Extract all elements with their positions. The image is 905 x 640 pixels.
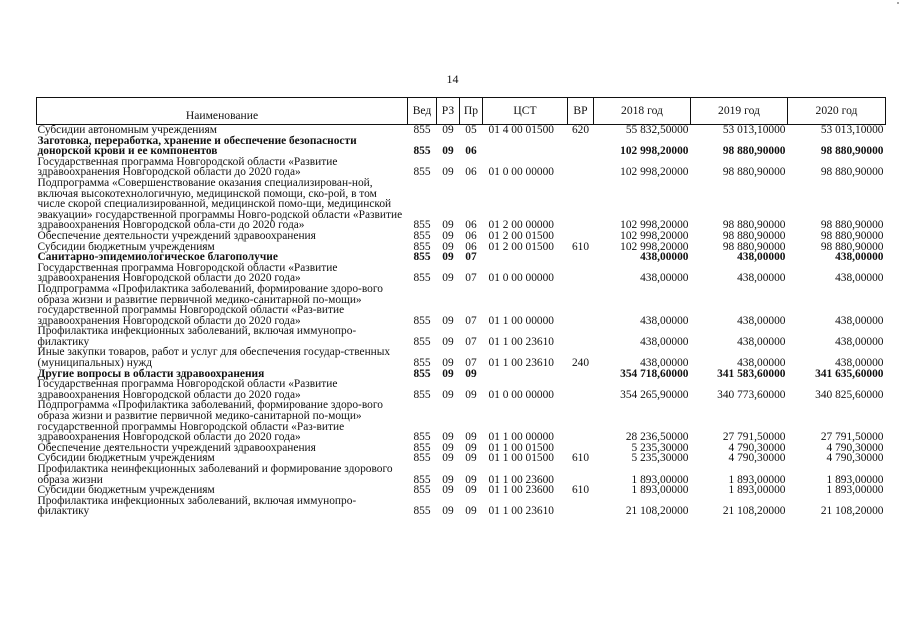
- row-2018: 5 235,30000: [631, 441, 689, 454]
- row-2018: 102 998,20000: [620, 240, 689, 253]
- row-rz: 09: [442, 388, 454, 401]
- row-2019: 4 790,30000: [728, 452, 786, 465]
- row-pr: 07: [465, 272, 477, 285]
- row-vr: [568, 136, 594, 157]
- row-2020: 27 791,50000: [820, 431, 884, 444]
- table-row: [37, 464, 886, 485]
- row-ved: 855: [413, 367, 431, 380]
- row-cst: 01 2 00 01500: [488, 229, 554, 242]
- row-rz: 09: [442, 272, 454, 285]
- row-rz: 09: [442, 357, 454, 370]
- header-name: Наименование: [37, 98, 408, 125]
- row-ved: 855: [413, 229, 431, 242]
- row-2018: 438,00000: [640, 335, 689, 348]
- row-ved: 855: [413, 219, 431, 232]
- row-ved: 855: [413, 484, 431, 497]
- row-2019: 438,00000: [737, 314, 786, 327]
- row-2020: 53 013,10000: [820, 124, 884, 136]
- row-rz: 09: [442, 473, 454, 486]
- row-name: Санитарно-эпидемиологическое благополучие: [37, 251, 278, 264]
- table-row: [37, 400, 886, 442]
- row-2019: 98 880,90000: [722, 145, 786, 158]
- row-pr: 09: [465, 388, 477, 401]
- row-2018: 102 998,20000: [620, 145, 689, 158]
- row-2019: 21 108,20000: [722, 505, 786, 518]
- row-name: Государственная программа Новгородской области «Развитие здравоохранения Новгородской области до 2020 года»: [37, 378, 338, 401]
- row-name: Профилактика инфекционных заболеваний, включая иммунопро-филактику: [37, 325, 357, 348]
- row-2018: 21 108,20000: [625, 505, 689, 518]
- row-cst: 01 0 00 00000: [488, 166, 554, 179]
- row-cst: 01 0 00 00000: [488, 272, 554, 285]
- row-cst: 01 1 00 01500: [488, 452, 554, 465]
- row-2020: 98 880,90000: [820, 219, 884, 232]
- row-rz: 09: [442, 431, 454, 444]
- header-row: [37, 98, 886, 125]
- row-rz: 09: [442, 367, 454, 380]
- row-name: Обеспечение деятельности учреждений здравоохранения: [37, 441, 316, 454]
- row-2020: 1 893,00000: [826, 473, 884, 486]
- row-2019: 438,00000: [737, 335, 786, 348]
- row-vr: 610: [571, 452, 590, 465]
- row-2018: 438,00000: [640, 314, 689, 327]
- row-2018: 354 265,90000: [620, 388, 689, 401]
- row-vr: 610: [571, 240, 590, 253]
- row-pr: 06: [465, 240, 477, 253]
- row-vr: [568, 400, 594, 442]
- table-row: [37, 326, 886, 347]
- table-row: [37, 231, 886, 242]
- header-rz: РЗ: [437, 98, 460, 125]
- row-2018: 438,00000: [640, 357, 689, 370]
- row-2020: 4 790,30000: [826, 441, 884, 454]
- row-vr: [568, 263, 594, 284]
- row-pr: 07: [465, 251, 477, 264]
- row-pr: 07: [465, 357, 477, 370]
- row-pr: 07: [465, 314, 477, 327]
- row-rz: 09: [442, 166, 454, 179]
- row-name: Профилактика неинфекционных заболеваний и формирование здорового образа жизни: [37, 463, 393, 486]
- table-row: [37, 379, 886, 400]
- row-ved: 855: [413, 388, 431, 401]
- row-vr: [568, 157, 594, 178]
- row-2020: 438,00000: [835, 335, 884, 348]
- row-pr: 09: [465, 505, 477, 518]
- row-pr: 06: [465, 166, 477, 179]
- row-2019: 98 880,90000: [722, 229, 786, 242]
- row-2019: 1 893,00000: [728, 484, 786, 497]
- row-ved: 855: [413, 452, 431, 465]
- row-name: Подпрограмма «Профилактика заболеваний, формирование здоро-вого образа жизни и развитие первичной медико-санитарной по-мощи» государственной программы Новгородской области «Раз-витие здравоохранения Новгородской области до 2020 года»: [37, 399, 383, 444]
- row-2018: 5 235,30000: [631, 452, 689, 465]
- row-ved: 855: [413, 145, 431, 158]
- row-2020: 4 790,30000: [826, 452, 884, 465]
- row-2018: 102 998,20000: [620, 166, 689, 179]
- row-2018: 102 998,20000: [620, 219, 689, 232]
- row-2019: 27 791,50000: [722, 431, 786, 444]
- row-vr: [568, 252, 594, 263]
- row-cst: 01 1 00 00000: [488, 314, 554, 327]
- row-pr: 09: [465, 441, 477, 454]
- row-rz: 09: [442, 452, 454, 465]
- row-ved: 855: [413, 240, 431, 253]
- row-pr: 06: [465, 219, 477, 232]
- row-name: Субсидии бюджетным учреждениям: [37, 452, 215, 465]
- row-name: Заготовка, переработка, хранение и обеспечение безопасности донорской крови и ее компонентов: [37, 134, 357, 158]
- row-rz: 09: [442, 314, 454, 327]
- row-vr: [568, 326, 594, 347]
- row-rz: 09: [442, 441, 454, 454]
- row-rz: 09: [442, 229, 454, 242]
- row-ved: 855: [413, 441, 431, 454]
- row-2018: 102 998,20000: [620, 229, 689, 242]
- row-rz: 09: [442, 505, 454, 518]
- row-rz: 09: [442, 219, 454, 232]
- row-cst: 01 2 00 01500: [488, 240, 554, 253]
- header-2020: 2020 год: [788, 98, 886, 125]
- row-pr: 06: [465, 145, 477, 158]
- row-cst: [483, 136, 568, 157]
- row-2020: 98 880,90000: [820, 229, 884, 242]
- row-ved: 855: [413, 314, 431, 327]
- row-name: Государственная программа Новгородской области «Развитие здравоохранения Новгородской области до 2020 года»: [37, 261, 338, 285]
- row-cst: 01 1 00 00000: [488, 431, 554, 444]
- table-header: [37, 98, 886, 125]
- header-pr: Пр: [460, 98, 483, 125]
- row-ved: 855: [413, 473, 431, 486]
- row-2019: 438,00000: [737, 357, 786, 370]
- row-cst: 01 1 00 23610: [488, 335, 554, 348]
- header-ved: Вед: [408, 98, 437, 125]
- row-2018: 1 893,00000: [631, 484, 689, 497]
- row-2020: 98 880,90000: [820, 166, 884, 179]
- row-rz: 09: [442, 484, 454, 497]
- header-2018: 2018 год: [594, 98, 691, 125]
- row-cst: 01 1 00 23600: [488, 473, 554, 486]
- row-ved: 855: [413, 431, 431, 444]
- table-row: [37, 125, 886, 136]
- row-2019: 438,00000: [737, 251, 786, 264]
- scan-speck: [897, 2, 899, 4]
- row-pr: 09: [465, 473, 477, 486]
- row-2018: 354 718,60000: [620, 367, 689, 380]
- row-name: Другие вопросы в области здравоохранения: [37, 367, 265, 380]
- header-2019: 2019 год: [691, 98, 788, 125]
- row-2020: 98 880,90000: [820, 240, 884, 253]
- row-name: Субсидии бюджетным учреждениям: [37, 484, 215, 497]
- row-name: Субсидии бюджетным учреждениям: [37, 240, 215, 253]
- table-row: [37, 347, 886, 368]
- row-pr: 09: [465, 367, 477, 380]
- header-vr: ВР: [568, 98, 594, 125]
- row-pr: 09: [465, 484, 477, 497]
- row-2019: 53 013,10000: [722, 124, 786, 136]
- row-cst: 01 1 00 23610: [488, 357, 554, 370]
- row-ved: 855: [413, 505, 431, 518]
- row-vr: [568, 178, 594, 231]
- row-ved: 855: [413, 251, 431, 264]
- row-ved: 855: [413, 124, 431, 136]
- row-2019: 4 790,30000: [728, 441, 786, 454]
- page-number: 14: [446, 72, 459, 86]
- row-ved: 855: [413, 335, 431, 348]
- row-2018: 438,00000: [640, 272, 689, 285]
- row-rz: 09: [442, 124, 454, 136]
- row-2020: 438,00000: [835, 272, 884, 285]
- row-vr: [568, 284, 594, 326]
- row-cst: 01 1 00 01500: [488, 441, 554, 454]
- row-name: Обеспечение деятельности учреждений здравоохранения: [37, 229, 316, 242]
- row-2018: 438,00000: [640, 251, 689, 264]
- row-2019: 98 880,90000: [722, 166, 786, 179]
- row-2018: 55 832,50000: [625, 124, 689, 136]
- row-2020: 1 893,00000: [826, 484, 884, 497]
- row-2020: 438,00000: [835, 251, 884, 264]
- table-row: [37, 496, 886, 517]
- row-vr: [568, 369, 594, 380]
- table-body: [37, 125, 886, 517]
- row-vr: [568, 231, 594, 242]
- row-name: Иные закупки товаров, работ и услуг для обеспечения государ-ственных (муниципальных) нужд: [37, 346, 391, 370]
- row-cst: [483, 369, 568, 380]
- budget-table: [36, 97, 886, 517]
- row-2019: 1 893,00000: [728, 473, 786, 486]
- row-vr: [568, 464, 594, 485]
- row-vr: 610: [571, 484, 590, 497]
- row-vr: [568, 496, 594, 517]
- row-cst: [483, 252, 568, 263]
- row-cst: 01 1 00 23610: [488, 505, 554, 518]
- row-name: Подпрограмма «Профилактика заболеваний, формирование здоро-вого образа жизни и развитие первичной медико-санитарной по-мощи» государственной программы Новгородской области «Раз-витие здравоохранения Новгородской области до 2020 года»: [37, 282, 383, 327]
- row-pr: 06: [465, 229, 477, 242]
- row-2020: 341 635,60000: [815, 367, 884, 380]
- row-2019: 98 880,90000: [722, 240, 786, 253]
- row-rz: 09: [442, 251, 454, 264]
- row-name: Государственная программа Новгородской области «Развитие здравоохранения Новгородской области до 2020 года»: [37, 155, 338, 179]
- row-2020: 98 880,90000: [820, 145, 884, 158]
- row-2019: 341 583,60000: [717, 367, 786, 380]
- row-pr: 05: [465, 124, 477, 136]
- row-2020: 438,00000: [835, 314, 884, 327]
- row-2018: 1 893,00000: [631, 473, 689, 486]
- table-row: [37, 178, 886, 231]
- row-pr: 09: [465, 452, 477, 465]
- row-pr: 09: [465, 431, 477, 444]
- row-cst: 01 4 00 01500: [488, 124, 554, 136]
- row-vr: [568, 379, 594, 400]
- row-ved: 855: [413, 272, 431, 285]
- row-2020: 21 108,20000: [820, 505, 884, 518]
- row-2020: 340 825,60000: [815, 388, 884, 401]
- row-pr: 07: [465, 335, 477, 348]
- row-rz: 09: [442, 145, 454, 158]
- row-cst: 01 0 00 00000: [488, 388, 554, 401]
- row-2020: 438,00000: [835, 357, 884, 370]
- row-cst: 01 1 00 23600: [488, 484, 554, 497]
- row-ved: 855: [413, 166, 431, 179]
- row-vr: 240: [571, 357, 590, 370]
- row-vr: 620: [571, 124, 590, 136]
- table-row: [37, 263, 886, 284]
- row-ved: 855: [413, 357, 431, 370]
- row-2019: 438,00000: [737, 272, 786, 285]
- row-2019: 98 880,90000: [722, 219, 786, 232]
- table-row: [37, 157, 886, 178]
- row-rz: 09: [442, 240, 454, 253]
- row-2018: 28 236,50000: [625, 431, 689, 444]
- row-rz: 09: [442, 335, 454, 348]
- row-name: Профилактика инфекционных заболеваний, включая иммунопро-филактику: [37, 494, 357, 518]
- row-name: Подпрограмма «Совершенствование оказания специализирован-ной, включая высокотехнологичную, медицинской помощи, ско-рой, в том числе скорой специализированной, медицинской помо-щи, медицинской эвакуации» государственной программы Новго-родской области «Развитие здравоохранения Новгородской обла-сти до 2020 года»: [37, 176, 403, 232]
- table-row: [37, 136, 886, 157]
- row-name: Субсидии автономным учреждениям: [37, 124, 217, 136]
- row-2019: 340 773,60000: [717, 388, 786, 401]
- header-cst: ЦСТ: [483, 98, 568, 125]
- table-row: [37, 284, 886, 326]
- row-cst: 01 2 00 00000: [488, 219, 554, 232]
